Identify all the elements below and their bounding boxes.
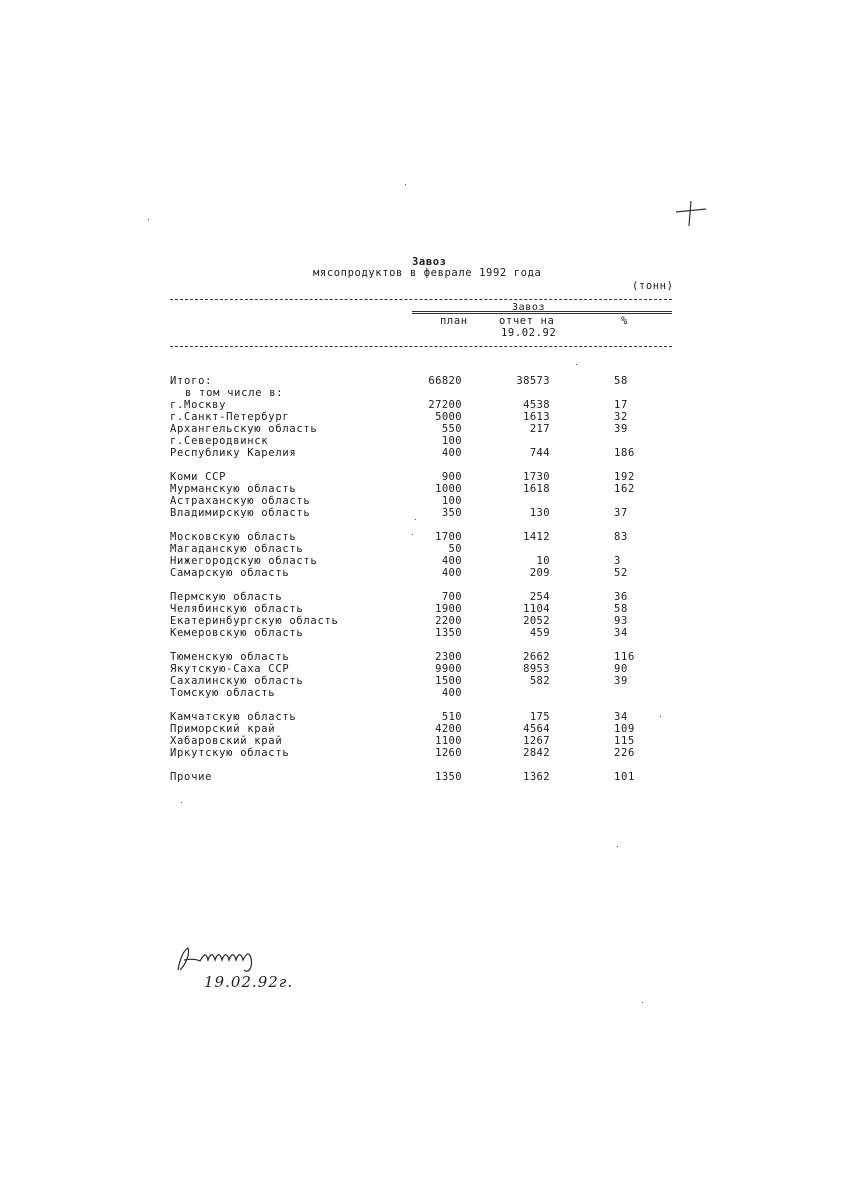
scan-speck: [412, 534, 413, 535]
row-percent: 37: [614, 507, 629, 519]
row-percent: 34: [614, 627, 629, 639]
row-plan: 900: [441, 471, 462, 483]
header-group-label: Завоз: [512, 302, 546, 313]
header-plan: план: [440, 315, 468, 327]
scan-speck: [148, 219, 149, 220]
row-label: Томскую область: [170, 687, 276, 699]
row-plan: 4200: [435, 723, 462, 735]
row-report: 209: [529, 567, 550, 579]
row-report: 2052: [523, 615, 550, 627]
row-plan: 100: [441, 435, 462, 447]
row-plan: 66820: [428, 375, 462, 387]
row-report: 1730: [523, 471, 550, 483]
row-label: Коми ССР: [170, 471, 227, 483]
row-plan: 1260: [435, 747, 462, 759]
signature: [170, 940, 310, 1000]
row-plan: 400: [441, 447, 462, 459]
row-plan: 9900: [435, 663, 462, 675]
row-percent: 192: [614, 471, 636, 483]
row-percent: 162: [614, 483, 636, 495]
row-plan: 510: [441, 711, 462, 723]
row-label: Приморский край: [170, 723, 276, 735]
row-report: 175: [529, 711, 550, 723]
row-plan: 400: [441, 555, 462, 567]
row-report: 582: [529, 675, 550, 687]
row-report: 10: [536, 555, 550, 567]
row-report: 38573: [516, 375, 550, 387]
row-plan: 1700: [435, 531, 462, 543]
row-label: Самарскую область: [170, 567, 290, 579]
row-plan: 2300: [435, 651, 462, 663]
row-report: 4564: [523, 723, 550, 735]
row-percent: 34: [614, 711, 629, 723]
row-label: Иркутскую область: [170, 747, 290, 759]
scan-speck: [181, 802, 182, 803]
row-percent: 39: [614, 675, 629, 687]
header-percent: %: [621, 315, 628, 327]
row-report: 217: [529, 423, 550, 435]
row-percent: 17: [614, 399, 629, 411]
row-label: Республику Карелия: [170, 447, 297, 459]
row-plan: 400: [441, 687, 462, 699]
row-plan: 1350: [435, 771, 462, 783]
row-percent: 186: [614, 447, 636, 459]
row-report: 459: [529, 627, 550, 639]
row-plan: 27200: [428, 399, 462, 411]
row-label: Московскую область: [170, 531, 297, 543]
row-percent: 58: [614, 375, 629, 387]
row-label: Нижегородскую область: [170, 555, 318, 567]
row-label: Владимирскую область: [170, 507, 311, 519]
scan-speck: [642, 1002, 643, 1003]
row-percent: 32: [614, 411, 629, 423]
row-report: 744: [529, 447, 550, 459]
row-percent: 58: [614, 603, 629, 615]
units-label: (тонн): [632, 280, 674, 292]
row-percent: 83: [614, 531, 629, 543]
scan-speck: [405, 184, 406, 185]
row-percent: 90: [614, 663, 629, 675]
row-plan: 1350: [435, 627, 462, 639]
row-report: 2842: [523, 747, 550, 759]
row-report: 8953: [523, 663, 550, 675]
row-label: Астраханскую область: [170, 495, 311, 507]
row-plan: 100: [441, 495, 462, 507]
scan-speck: [415, 519, 416, 520]
including-label: в том числе в:: [185, 387, 284, 399]
row-percent: 39: [614, 423, 629, 435]
row-label: г.Санкт-Петербург: [170, 411, 290, 423]
row-plan: 2200: [435, 615, 462, 627]
row-percent: 109: [614, 723, 636, 735]
row-label: Сахалинскую область: [170, 675, 304, 687]
row-label: Хабаровский край: [170, 735, 283, 747]
cross-mark-icon: [672, 198, 708, 228]
header-bottom-rule: [170, 346, 672, 347]
row-plan: 1900: [435, 603, 462, 615]
row-report: 2662: [523, 651, 550, 663]
row-percent: 3: [614, 555, 622, 567]
row-report: 1412: [523, 531, 550, 543]
row-report: 4538: [523, 399, 550, 411]
row-label: Мурманскую область: [170, 483, 297, 495]
row-report: 1613: [523, 411, 550, 423]
row-label: Екатеринбургскую область: [170, 615, 339, 627]
header-report-line1: отчет на: [499, 315, 555, 327]
row-label: Пермскую область: [170, 591, 283, 603]
row-plan: 350: [441, 507, 462, 519]
header-report-line2: 19.02.92: [501, 327, 557, 339]
row-report: 1362: [523, 771, 550, 783]
row-plan: 400: [441, 567, 462, 579]
row-percent: 93: [614, 615, 629, 627]
row-percent: 116: [614, 651, 636, 663]
row-label: Тюменскую область: [170, 651, 290, 663]
row-percent: 52: [614, 567, 629, 579]
document-title: Завоз: [412, 256, 447, 268]
row-label: Архангельскую область: [170, 423, 318, 435]
row-plan: 1100: [435, 735, 462, 747]
row-report: 254: [529, 591, 550, 603]
row-percent: 36: [614, 591, 629, 603]
row-percent: 115: [614, 735, 636, 747]
row-label: Прочие: [170, 771, 213, 783]
header-sub-rule: [412, 313, 672, 314]
row-label: г.Москву: [170, 399, 227, 411]
signature-date: 19.02.92г.: [204, 973, 294, 991]
row-label: Челябинскую область: [170, 603, 304, 615]
row-percent: 101: [614, 771, 636, 783]
row-plan: 1000: [435, 483, 462, 495]
row-plan: 1500: [435, 675, 462, 687]
row-report: 130: [529, 507, 550, 519]
row-plan: 50: [448, 543, 462, 555]
row-plan: 700: [441, 591, 462, 603]
row-plan: 5000: [435, 411, 462, 423]
row-label: Якутскую-Саха ССР: [170, 663, 290, 675]
row-report: 1267: [523, 735, 550, 747]
row-label: Камчатскую область: [170, 711, 297, 723]
scan-speck: [617, 846, 618, 847]
scan-speck: [576, 364, 577, 365]
row-plan: 550: [441, 423, 462, 435]
document-subtitle: мясопродуктов в феврале 1992 года: [313, 267, 542, 279]
row-label: Итого:: [170, 375, 213, 387]
row-label: Кемеровскую область: [170, 627, 304, 639]
row-label: г.Северодвинск: [170, 435, 269, 447]
row-percent: 226: [614, 747, 636, 759]
row-report: 1618: [523, 483, 550, 495]
scan-speck: [660, 716, 661, 717]
row-label: Магаданскую область: [170, 543, 304, 555]
header-top-rule: [170, 299, 672, 300]
row-report: 1104: [523, 603, 550, 615]
